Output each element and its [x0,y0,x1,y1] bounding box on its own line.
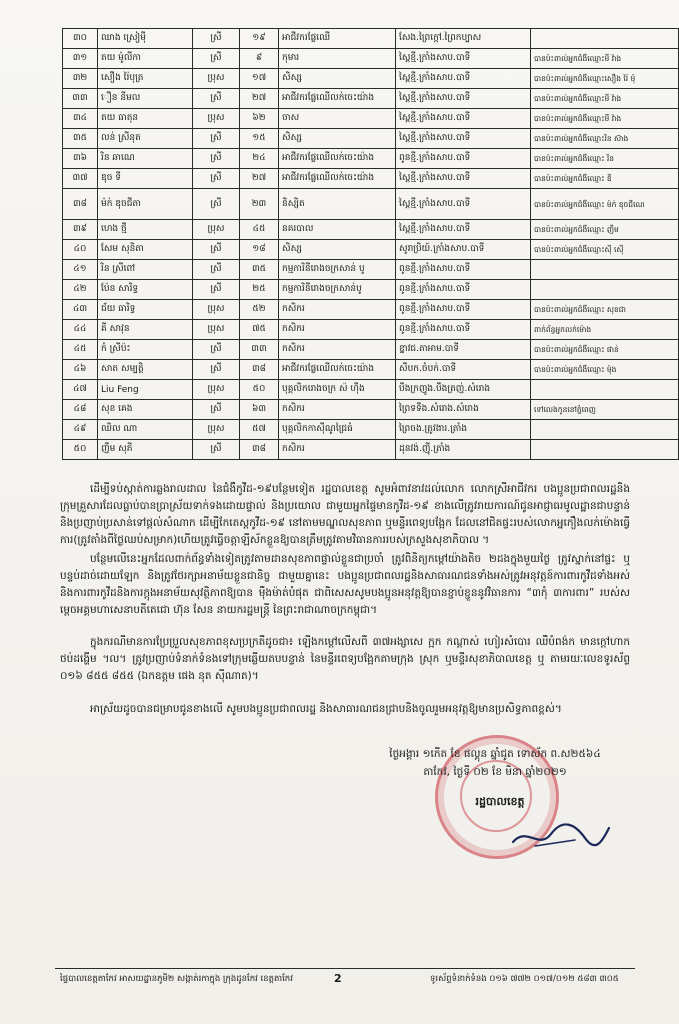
table-row [63,360,679,380]
cell-name: គី សាវុន [98,320,193,340]
cell-sex: ស្រី [193,89,240,109]
cell-note: បានប៉ះពាល់អ្នកជំងឺឈ្មោះ ញឹម [531,220,679,240]
cell-job: កសិករ [279,340,396,360]
cell-note [531,380,679,400]
cell-addr: ស្ពៃខ្មី.ក្រាំងសាប.បាទី [396,129,531,149]
cell-note: ពាក់ព័ន្ធអ្នកលក់ម៉ោង [531,320,679,340]
cell-age: ៦៣ [240,400,279,420]
table-row [63,29,679,49]
date-block [360,745,630,781]
table-row [63,420,679,440]
cell-job: អាជីវករផ្លែឈើលក់ចេះយ៉ាង [279,360,396,380]
cell-age: ៥០ [240,380,279,400]
table-row [63,340,679,360]
cell-sex: ស្រី [193,189,240,220]
footer-address: ផ្ទៃបាលខេត្តតាកែវ អាសយដ្ឋានភូមិ២ សង្កាត់រកាក្នុង ក្រុងដូនកែវ ខេត្តតាកែវ [60,974,293,984]
cell-addr: ខ្នាវជ.តាអាម.បាទី [396,340,531,360]
cell-addr: ពូនខ្មី.ក្រាំងសាប.បាទី [396,149,531,169]
cell-addr: ស្ពៃខ្មី.ក្រាំងសាប.បាទី [396,109,531,129]
cell-name: រិន ឆាណេ [98,149,193,169]
cell-name: ហេង ថ្មី [98,220,193,240]
cell-no: ៣១ [63,49,98,69]
cell-sex: ប្រុស [193,69,240,89]
cell-no: ៣៤ [63,109,98,129]
table-row [63,169,679,189]
cell-no: ៣៩ [63,220,98,240]
cell-no: ៤៩ [63,420,98,440]
cell-no: ៣៣ [63,89,98,109]
cell-note: បានប៉ះពាល់អ្នកជំងឺឈ្មោះ រិន [531,149,679,169]
table-row [63,129,679,149]
cell-name: សែម សុនិតា [98,240,193,260]
cell-job: កុមារ [279,49,396,69]
cell-age: ៧៥ [240,320,279,340]
cell-job: កសិករ [279,400,396,420]
cell-job: អាជីវករផ្លែឈើ [279,29,396,49]
cell-note [531,29,679,49]
cell-age: ២៣ [240,189,279,220]
cell-no: ៣០ [63,29,98,49]
cell-sex: ស្រី [193,149,240,169]
cell-job: កសិករ [279,440,396,460]
cell-age: ៩ [240,49,279,69]
cell-addr: ស្ពៃខ្មី.ក្រាំងសាប.បាទី [396,49,531,69]
table-row [63,69,679,89]
cell-job: បុគ្គលិករោងចក្រ ស៉ ហ៊ឹង [279,380,396,400]
cell-name: ញឹម សុភី [98,440,193,460]
cell-addr: សែង.ព្រៃក្តៅ.ព្រៃកប្បាស [396,29,531,49]
cell-note: បានប៉ះពាល់អ្នកជំងឺឈ្មោះសឿង រ៉ៃ ម៉ុ [531,69,679,89]
cell-no: ៣៨ [63,189,98,220]
cell-note: ទៅលេងកូននៅភ្នំពេញ [531,400,679,420]
lunar-date: ថ្ងៃអង្គារ ១កើត ខែ ផល្គុន ឆ្នាំជូត ទោស័ក ព.ស២៥៦៤ [389,748,601,760]
cell-job: សិស្ស [279,240,396,260]
cell-age: ៣៨ [240,360,279,380]
cell-job: កសិករ [279,320,396,340]
cell-sex: ស្រី [193,29,240,49]
page-number: 2 [334,972,342,985]
cell-note: បានប៉ះពាល់អ្នកជំងឺឈ្មោះស៊ី ស៊ើ [531,240,679,260]
cell-name: ប៉ែន សារិទ្ធ [98,280,193,300]
cell-no: ៤១ [63,260,98,280]
case-table [62,28,679,460]
table-row [63,380,679,400]
cell-addr: ពូនខ្មី.ក្រាំងសាប.បាទី [396,280,531,300]
cell-sex: ស្រី [193,49,240,69]
table-row [63,89,679,109]
cell-job: សិស្ស [279,69,396,89]
cell-name: កំ ស្រីប៉ះ [98,340,193,360]
cell-addr: ពូនខ្មី.ក្រាំងសាប.បាទី [396,320,531,340]
cell-addr: ដុនវង់.ញ៉ី.ត្រាំង [396,440,531,460]
cell-addr: ស្ពៃខ្មី.ក្រាំងសាប.បាទី [396,220,531,240]
table-row [63,320,679,340]
cell-age: ១៧ [240,69,279,89]
cell-job: កសិករ [279,300,396,320]
cell-sex: ប្រុស [193,320,240,340]
cell-job: កម្មការិនីរោងចក្រសាន់ បូ [279,260,396,280]
table-row [63,260,679,280]
table-row [63,149,679,169]
cell-name: តយ ម៉ូលីកា [98,49,193,69]
cell-sex: ប្រុស [193,380,240,400]
cell-age: ៥៧ [240,420,279,440]
cell-sex: ស្រី [193,400,240,420]
cell-no: ៤០ [63,240,98,260]
cell-note: បានប៉ះពាល់អ្នកជំងឺឈ្មោះ ម៉ក់ ឌុចជីណេ [531,189,679,220]
cell-addr: ពូនខ្មី.ក្រាំងសាប.បាទី [396,300,531,320]
cell-note [531,440,679,460]
cell-job: អាជីវករផ្លែឈើលក់ចេះយ៉ាង [279,89,396,109]
cell-name: សុខ គេង [98,400,193,420]
signer-title: រដ្ឋបាលខេត្ត [475,795,525,808]
cell-sex: ប្រុស [193,109,240,129]
cell-age: ២៧ [240,89,279,109]
cell-sex: ស្រី [193,360,240,380]
table-row [63,240,679,260]
cell-sex: ស្រី [193,240,240,260]
cell-addr: បឹងក្រញូង.បឹងត្រញ់.សំរោង [396,380,531,400]
table-row [63,220,679,240]
cell-no: ៤៨ [63,400,98,420]
cell-sex: ប្រុស [193,420,240,440]
cell-age: ២៧ [240,169,279,189]
paragraph-appeal: ដើម្បីទប់ស្កាត់ការឆ្លងរាលដាល នៃជំងឺកូវីដ-១៩បន្ថែមទៀត រដ្ឋបាលខេត្ត សូមអំពាវនាវដល់លោក លោកស្រីអាជីវករ បងប្អូនប្រជាពលរដ្ឋនិងក្រុមគ្រួសារដែលធ្លាប់បានប្រាស្រ័យទាក់ទងដោយផ្ទាល់ និងប្រយោល ជាមួយអ្នកផ្ទៃមានកូវីដ-១៩ ខាងលើត្រូវរាយការណ៍ជូនអាជ្ញាធរមូលដ្ឋានជាបន្ទាន់ និងប្រញាប់ប្រសាន់ទៅផ្តល់សំណាក ដើម្បីកែតេស្តកូវីដ-១៩ នៅតាមមណ្ឌលសុខភាព ឬមន្ទីរពេទ្យបង្អែក ដែលនៅជិតផ្ទះរបស់លោកអ្នកឿងលក់ម៉ោងធ្វើការ(ត្រូវតាំងពីថ្ងៃឈប់សម្រាក)ហើយត្រូវធ្វើចត្តាឡីស័កខ្លួនឱ្យបានត្រឹមត្រូវតាមវិធានការរបស់ក្រសួងសុខាភិបាល ។ [60,482,630,546]
cell-no: ៤៣ [63,300,98,320]
cell-note: បានប៉ះពាល់អ្នកជំងឺឈ្មោះ ផាន់ [531,340,679,360]
cell-job: អាជីវករផ្លែឈើលក់ចេះយ៉ាង [279,169,396,189]
cell-note: បានប៉ះពាល់អ្នកជំងឺឈ្មោះមី វ៉ាង [531,109,679,129]
cell-note: បានប៉ះពាល់អ្នកជំងឺឈ្មោះមី វ៉ាង [531,49,679,69]
cell-name: លន់ ស្រីនុត [98,129,193,149]
cell-no: ៤២ [63,280,98,300]
cell-note: បានប៉ះពាល់អ្នកជំងឺឈ្មោះ ឌី [531,169,679,189]
cell-note [531,280,679,300]
table-row [63,189,679,220]
cell-no: ៣៧ [63,169,98,189]
solar-date: តាកែវ, ថ្ងៃទី ០២ ខែ មិនា ឆ្នាំ២០២១ [423,766,567,778]
cell-addr: ព្រៃទទឹង.សំរោង.សំរោង [396,400,531,420]
cell-name: ជ័យ ធារិទ្ធ [98,300,193,320]
cell-name: ឌុច ទី [98,169,193,189]
cell-sex: ស្រី [193,340,240,360]
cell-no: ៥០ [63,440,98,460]
cell-no: ៤៥ [63,340,98,360]
cell-name: តយ ធាតុន [98,109,193,129]
cell-sex: ប្រុស [193,220,240,240]
cell-no: ៤៧ [63,380,98,400]
cell-age: ៣៣ [240,340,279,360]
paragraph-symptoms: ក្នុងករណីមានការប្រែប្រួលសុខភាពខុសប្រក្រតីដូចជា៖ ឡើងកម្តៅលើសពី ៣៧អង្សាសេ ក្អក កណ្តាស់ ហៀរសំបោរ ឈឺបំពង់ក មានក្តៅហាក ថប់ដង្ហើម ។ល។ ត្រូវប្រញាប់ទំនាក់ទំនងទៅក្រុមឆ្លើយតបបន្ទាន់ នៃមន្ទីរពេទ្យបង្អែកតាមក្រុង ស្រុក ឬមន្ទីរសុខាភិបាលខេត្ត ឬ តាមរយៈលេខទូរស័ព្ទ ០១៦ ៨៥៥ ៨៥៥ (ឯកឧត្តម ផេង នុត ស៊ីណាត)។ [60,635,630,682]
table-row [63,109,679,129]
table-row [63,300,679,320]
cell-age: ២៤ [240,149,279,169]
cell-job: បុគ្គលិកកាស៊ីណូជ្រៃធំ [279,420,396,440]
cell-note: បានប៉ះពាល់អ្នកជំងឺឈ្មោះមី វ៉ាង [531,89,679,109]
cell-addr: សឹបក.ចំបក់.បាទី [396,360,531,380]
cell-age: ១៨ [240,240,279,260]
cell-name: ម៉ក់ ឌុចជីតា [98,189,193,220]
cell-job: នគរបាល [279,220,396,240]
cell-sex: ស្រី [193,440,240,460]
cell-no: ៤៦ [63,360,98,380]
cell-note: បានប៉ះពាល់អ្នកជំងឺឈ្មោះ ម៉ុង [531,360,679,380]
cell-no: ៣២ [63,69,98,89]
cell-name: រិន ស្រីពៅ [98,260,193,280]
cell-name: ឿន នីមល [98,89,193,109]
cell-age: ២៥ [240,280,279,300]
cell-addr: សូរាប្រិយ៍.ក្រាំងសាប.បាទី [396,240,531,260]
cell-addr: ស្ពៃខ្មី.ក្រាំងសាប.បាទី [396,69,531,89]
cell-job: សិស្ស [279,129,396,149]
table-row [63,280,679,300]
cell-sex: ស្រី [193,260,240,280]
cell-addr: ព្រៃចង.ត្រូវងារ.ត្រាំង [396,420,531,440]
cell-age: ៥២ [240,300,279,320]
cell-age: ១៩ [240,29,279,49]
cell-addr: ពូនខ្មី.ក្រាំងសាប.បាទី [396,260,531,280]
cell-note [531,420,679,440]
cell-job: និស្សិត [279,189,396,220]
signature-icon [505,810,615,860]
cell-name: សឿង រ៉ៃបុត្រ [98,69,193,89]
cell-name: ឈិល ណា [98,420,193,440]
cell-age: ៦២ [240,109,279,129]
cell-addr: ស្ពៃខ្មី.ក្រាំងសាប.បាទី [396,169,531,189]
paragraph-monitoring: បន្ថែមលើនេះអ្នកដែលពាក់ព័ន្ធទាំងទៀតត្រូវតាមដានសុខភាពផ្ទាល់ខ្លួនជាប្រចាំ ត្រូវពិនិត្យកម្តៅយ៉ាងតិច ២ដងក្នុងមួយថ្ងៃ ត្រូវស្នាក់នៅផ្ទះ ឬបន្ទប់ដាច់ដោយឡែក និងត្រូវថែរក្សាអនាម័យខ្លួនជានិច្ច ជាមួយគ្នានេះ បងប្អូនប្រជាពលរដ្ឋនិងសាធារណជនទាំងអស់ត្រូវអនុវត្តន៍ការពារកូវីដទាំងអស់ និងការពារកូវីដនិងការក្តុងអនាម័យសុវត្ថិភាពឱ្យបាន ម៉ឺងម៉ាត់បំផុត ជាពិសេសសូមបងប្អូនអនុវត្តឱ្យបានខ្ជាប់ខ្ជួននូវវិធានការ “៣កុំ ៣ការពារ” របស់សម្តេចអគ្គមហាសេនាបតីតេជោ ហ៊ុន សែន នាយករដ្ឋមន្ត្រី នៃព្រះរាជាណាចក្រកម្ពុជា។ [60,552,630,616]
cell-addr: ស្ពៃខ្មី.ក្រាំងសាប.បាទី [396,189,531,220]
footer-divider [55,968,635,969]
cell-sex: ស្រី [193,280,240,300]
cell-name: ឈាង ស្រៀម៉ី [98,29,193,49]
cell-age: ៣៥ [240,260,279,280]
table-row [63,440,679,460]
cell-addr: ស្ពៃខ្មី.ក្រាំងសាប.បាទី [396,89,531,109]
cell-age: ៤៥ [240,220,279,240]
cell-no: ៣៥ [63,129,98,149]
cell-sex: ស្រី [193,129,240,149]
cell-age: ៣៨ [240,440,279,460]
cell-job: ចាស [279,109,396,129]
cell-note: បានប៉ះពាល់អ្នកជំងឺឈ្មោះ សុខជា [531,300,679,320]
cell-name: Liu Feng [98,380,193,400]
cell-no: ៤៤ [63,320,98,340]
table-row [63,400,679,420]
cell-note [531,260,679,280]
cell-sex: ប្រុស [193,300,240,320]
footer-phone: ទូរស័ព្ទទំនាក់ទំនង ០១៦ ៧៧២ ០១៧/០១២ ៥៨៣ ៣០៥ [430,974,619,984]
cell-job: អាជីវករផ្លែឈើលក់ចេះយ៉ាង [279,149,396,169]
cell-job: កម្មការិនីរោងចក្រសាន់បូ [279,280,396,300]
cell-no: ៣៦ [63,149,98,169]
cell-note: បានប៉ះពាល់អ្នកជំងឺឈ្មោះរិន ស៊ាង [531,129,679,149]
cell-age: ១៥ [240,129,279,149]
table-row [63,49,679,69]
paragraph-closing: អាស្រ័យដូចបានជម្រាបជូនខាងលើ សូមបងប្អូនប្រជាពលរដ្ឋ និងសាធារណជនជ្រាបនិងចូលរួមអនុវត្តឱ្យមានប្រសិទ្ធភាពខ្ពស់។ [90,702,562,715]
cell-name: សាត សម្បត្តិ [98,360,193,380]
cell-sex: ស្រី [193,169,240,189]
